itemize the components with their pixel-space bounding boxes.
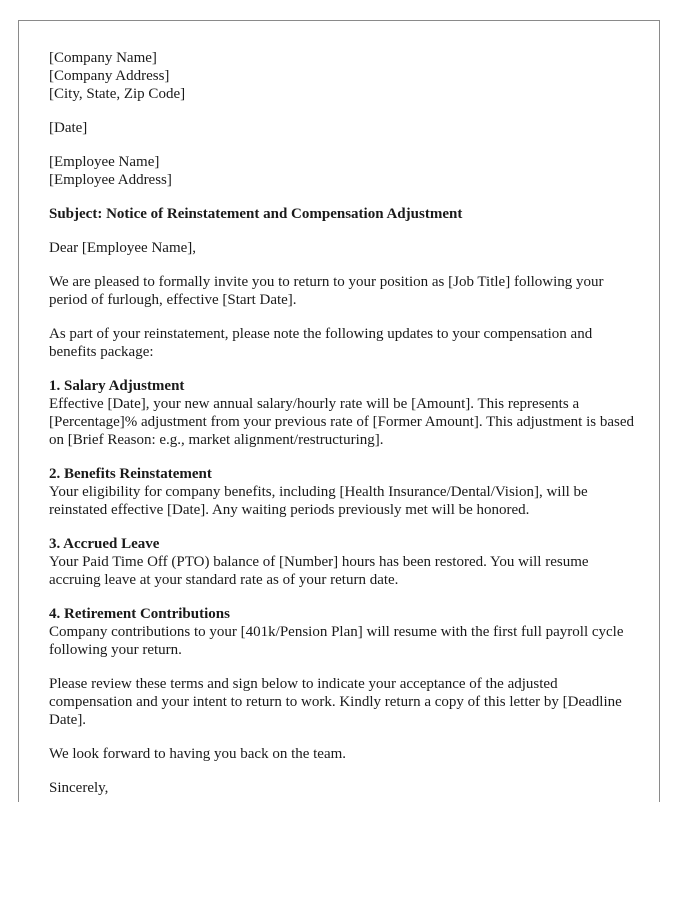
section-title: 1. Salary Adjustment: [49, 378, 185, 394]
sender-address-block: [49, 49, 639, 103]
letter-date: [Date]: [49, 120, 88, 136]
section-benefits-reinstatement: [49, 465, 639, 519]
section-title: 2. Benefits Reinstatement: [49, 466, 212, 482]
section-body: Your eligibility for company benefits, including [Health Insurance/Dental/Vision], will be reinstated effective [Date]. Any waiting periods previously met will be honored.: [49, 484, 588, 518]
sign-off-block: [49, 779, 639, 797]
letter-content: [49, 49, 639, 802]
section-salary-adjustment: [49, 377, 639, 449]
section-retirement-contributions: [49, 605, 639, 659]
section-title: 4. Retirement Contributions: [49, 606, 230, 622]
closing-remark-paragraph: [49, 745, 639, 763]
lead-in-paragraph: [49, 325, 639, 361]
date-block: [49, 119, 639, 137]
sign-off: Sincerely,: [49, 780, 109, 796]
recipient-address-block: [49, 153, 639, 189]
section-accrued-leave: [49, 535, 639, 589]
company-name: [Company Name]: [49, 50, 157, 66]
subject-block: [49, 205, 639, 223]
closing-remark-text: We look forward to having you back on the team.: [49, 746, 347, 762]
city-state-zip: [City, State, Zip Code]: [49, 86, 186, 102]
letter-subject: Subject: Notice of Reinstatement and Compensation Adjustment: [49, 206, 463, 222]
employee-name: [Employee Name]: [49, 154, 160, 170]
section-body: Company contributions to your [401k/Pension Plan] will resume with the first full payroll cycle following your return.: [49, 624, 624, 658]
intro-paragraph: [49, 273, 639, 309]
company-address: [Company Address]: [49, 68, 170, 84]
review-request-text: Please review these terms and sign below to indicate your acceptance of the adjusted compensation and your intent to return to work. Kindly return a copy of this letter by [Deadline Date].: [49, 676, 622, 728]
section-title: 3. Accrued Leave: [49, 536, 160, 552]
salutation-block: [49, 239, 639, 257]
section-body: Your Paid Time Off (PTO) balance of [Number] hours has been restored. You will resume accruing leave at your standard rate as of your return date.: [49, 554, 589, 588]
section-body: Effective [Date], your new annual salary/hourly rate will be [Amount]. This represents a [Percentage]% adjustment from your previous rate of [Former Amount]. This adjustment is based on [Brief Reason: e.g., market alignment/restructuring].: [49, 396, 634, 448]
salutation: Dear [Employee Name],: [49, 240, 197, 256]
lead-in-text: As part of your reinstatement, please note the following updates to your compensation and benefits package:: [49, 326, 593, 360]
employee-address: [Employee Address]: [49, 172, 172, 188]
letter-page: [18, 20, 660, 802]
intro-text: We are pleased to formally invite you to return to your position as [Job Title] following your period of furlough, effective [Start Date].: [49, 274, 604, 308]
review-request-paragraph: [49, 675, 639, 729]
